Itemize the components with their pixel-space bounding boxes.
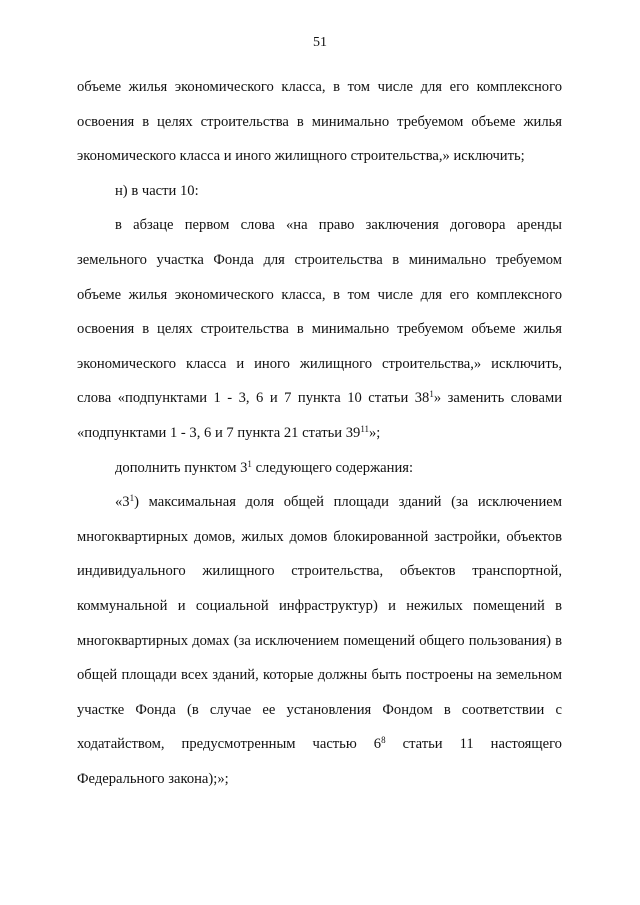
paragraph-5-run-3: статьи 11 настоящего Федерального закона);»; — [77, 736, 562, 787]
paragraph-1: объеме жилья экономического класса, в том числе для его комплексного освоения в целях строительства в минимально требуемом объеме жилья экономического класса и иного жилищного строительства,» исключить; — [77, 79, 562, 165]
superscript-1: 1 — [129, 493, 135, 504]
paragraph-2: н) в части 10: — [115, 182, 199, 199]
paragraph-4-run-1: дополнить пунктом 3 — [115, 459, 248, 476]
superscript-1: 1 — [247, 458, 252, 469]
paragraph-4-run-2: следующего содержания: — [251, 459, 414, 476]
paragraph-3-run-2: » заменить словами «подпунктами 1 - 3, 6 и 7 пункта 21 статьи 39 — [77, 390, 563, 441]
paragraph-3-run-3: »; — [368, 424, 381, 441]
superscript-11: 11 — [360, 423, 369, 434]
paragraph-5-run-2: ) максимальная доля общей площади зданий (за исключением многоквартирных домов, жилых домов блокированной застройки, объектов индивидуального жилищного строительства, объектов транспортной, коммунальной и социальной инфраструктур) и нежилых помещений в многоквартирных домах (за исключением помещений общего пользования) в общей площади всех зданий, которые должны быть построены на земельном участке Фонда (в случае ее установления Фондом в соответствии с ходатайством, предусмотренным частью 6 — [77, 494, 562, 753]
superscript-1: 1 — [429, 389, 434, 400]
document-body — [77, 70, 562, 796]
paragraph-4 — [77, 451, 562, 486]
paragraph-5 — [77, 485, 562, 796]
superscript-8: 8 — [381, 735, 386, 746]
page-number: 51 — [313, 35, 327, 50]
paragraph-5-run-1: «3 — [115, 494, 130, 511]
paragraph-3-run-1: в абзаце первом слова «на право заключения договора аренды земельного участка Фонда для строительства в минимально требуемом объеме жилья экономического класса, в том числе для его комплексного освоения в целях строительства в минимально требуемом объеме жилья экономического класса и иного жилищного строительства,» исключить, слова «подпунктами 1 - 3, 6 и 7 пункта 10 статьи 38 — [77, 217, 562, 407]
paragraph-3 — [77, 208, 562, 450]
